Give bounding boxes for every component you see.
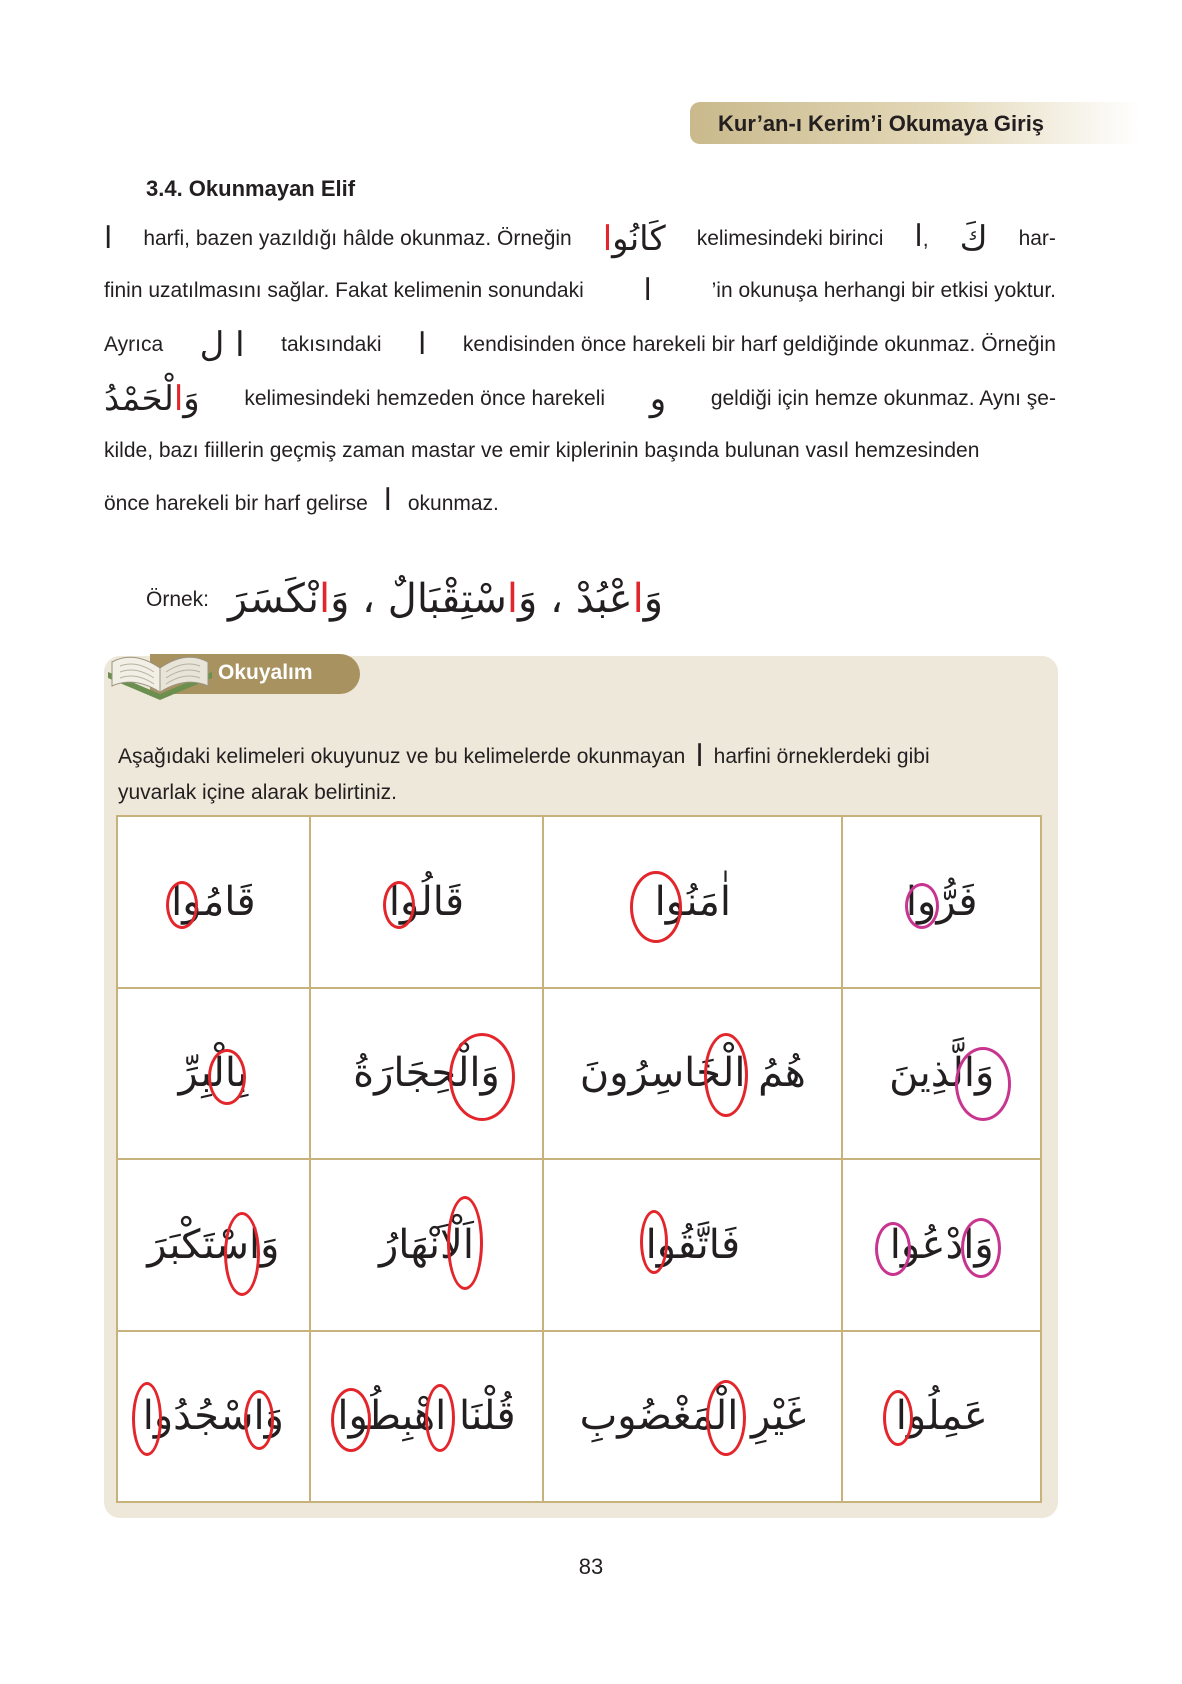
- paragraph-line-2: [104, 273, 1056, 308]
- word-cell[interactable]: [117, 816, 310, 988]
- word-cell[interactable]: [117, 1159, 310, 1331]
- word: وَاسْتَكْبَرَ: [147, 1221, 280, 1268]
- word-cell[interactable]: [543, 1331, 842, 1503]
- word-cell[interactable]: [117, 1331, 310, 1503]
- instruction-line-1: [118, 739, 1048, 774]
- text: finin uzatılmasını sağlar. Fakat kelimenin sonundaki: [104, 279, 584, 302]
- word: وَالْحِجَارَةُ: [353, 1050, 500, 1097]
- paragraph-line-4: [104, 379, 1056, 419]
- word: قُلْنَا اهْبِطُوا: [337, 1393, 516, 1440]
- word-cell[interactable]: [310, 988, 544, 1160]
- word: اٰمَنُوا: [654, 878, 732, 925]
- table-row: [117, 1159, 1041, 1331]
- word-cell[interactable]: [310, 1331, 544, 1503]
- text: kelimesindeki birinci: [696, 226, 884, 250]
- kaf-glyph: كَ: [959, 218, 988, 259]
- word-grid: [116, 815, 1042, 1503]
- paragraph-line-1: [104, 218, 1056, 259]
- table-row: [117, 988, 1041, 1160]
- example-words: وَاعْبُدْ ، وَاسْتِقْبَالٌ ، وَانْكَسَرَ: [228, 576, 664, 622]
- word-cell[interactable]: [310, 816, 544, 988]
- word-cell[interactable]: [543, 988, 842, 1160]
- text: kendisinden önce harekeli bir harf geldiğinde okunmaz. Örneğin: [462, 333, 1056, 356]
- text: kelimesindeki hemzeden önce harekeli: [244, 387, 606, 410]
- table-row: [117, 1331, 1041, 1503]
- page-number: 83: [578, 1554, 604, 1579]
- text: Aşağıdaki kelimeleri okuyunuz ve bu kelimelerde okunmayan: [118, 745, 686, 768]
- text: ’in okunuşa herhangi bir etkisi yoktur.: [711, 279, 1056, 302]
- text: har-: [1018, 226, 1056, 250]
- waw-glyph: و: [649, 379, 667, 419]
- exercise-tab-label: Okuyalım: [218, 661, 313, 684]
- header-title: Kur’an-ı Kerim’i Okumaya Giriş: [718, 111, 1045, 136]
- word-cell[interactable]: [842, 988, 1041, 1160]
- example-label: Örnek:: [146, 588, 210, 611]
- section-title: 3.4. Okunmayan Elif: [146, 176, 356, 201]
- alif-glyph: ا: [383, 483, 392, 518]
- text: harfini örneklerdeki gibi: [713, 745, 930, 768]
- word: فَرُّوا: [905, 878, 978, 925]
- text: Ayrıca: [104, 333, 164, 356]
- word: هُمُ الْخَاسِرُونَ: [579, 1050, 806, 1097]
- text: geldiği için hemze okunmaz. Aynı şe-: [710, 387, 1056, 410]
- instruction-line-2: yuvarlak içine alarak belirtiniz.: [118, 781, 397, 804]
- al-prefix-glyph: ا ل: [199, 325, 245, 365]
- alif-comma: ا,: [914, 219, 929, 254]
- word-cell[interactable]: [842, 1159, 1041, 1331]
- paragraph-line-5: kilde, bazı fiillerin geçmiş zaman mastar ve emir kiplerinin başında bulunan vasıl hemzesinden: [104, 439, 980, 462]
- table-row: [117, 816, 1041, 988]
- example-word-kanu: كَانُوا: [602, 218, 666, 259]
- word: اَلْاَنْهَارُ: [378, 1221, 474, 1268]
- word: وَاسْجُدُوا: [142, 1393, 284, 1440]
- paragraph-line-6: [104, 483, 1056, 519]
- text: okunmaz.: [407, 492, 499, 515]
- alif-glyph: ا: [418, 327, 427, 362]
- word-cell[interactable]: [117, 988, 310, 1160]
- example-word-alhamdu: وَالْحَمْدُ: [104, 379, 200, 419]
- word: قَالُوا: [388, 878, 465, 925]
- word: وَالَّذِينَ: [889, 1050, 995, 1097]
- alif-glyph: ا: [643, 273, 652, 308]
- word: عَمِلُوا: [895, 1393, 988, 1440]
- text: harfi, bazen yazıldığı hâlde okunmaz. Örneğin: [143, 226, 572, 250]
- text: önce harekeli bir harf gelirse: [104, 492, 368, 515]
- paragraph-line-3: [104, 325, 1056, 365]
- word: غَيْرِ الْمَغْضُوبِ: [579, 1393, 807, 1440]
- open-book-icon: [104, 632, 214, 702]
- word-cell[interactable]: [842, 1331, 1041, 1503]
- alif-glyph: ا: [104, 220, 113, 256]
- word: بِالْبِرِّ: [178, 1050, 249, 1097]
- word: فَاتَّقُوا: [645, 1221, 741, 1268]
- alif-glyph: ا: [695, 739, 704, 774]
- word: وَادْعُوا: [889, 1221, 994, 1268]
- word-cell[interactable]: [543, 1159, 842, 1331]
- word: قَامُوا: [171, 878, 256, 925]
- text: takısındaki: [281, 333, 382, 356]
- word-cell[interactable]: [310, 1159, 544, 1331]
- word-cell[interactable]: [842, 816, 1041, 988]
- word-cell[interactable]: [543, 816, 842, 988]
